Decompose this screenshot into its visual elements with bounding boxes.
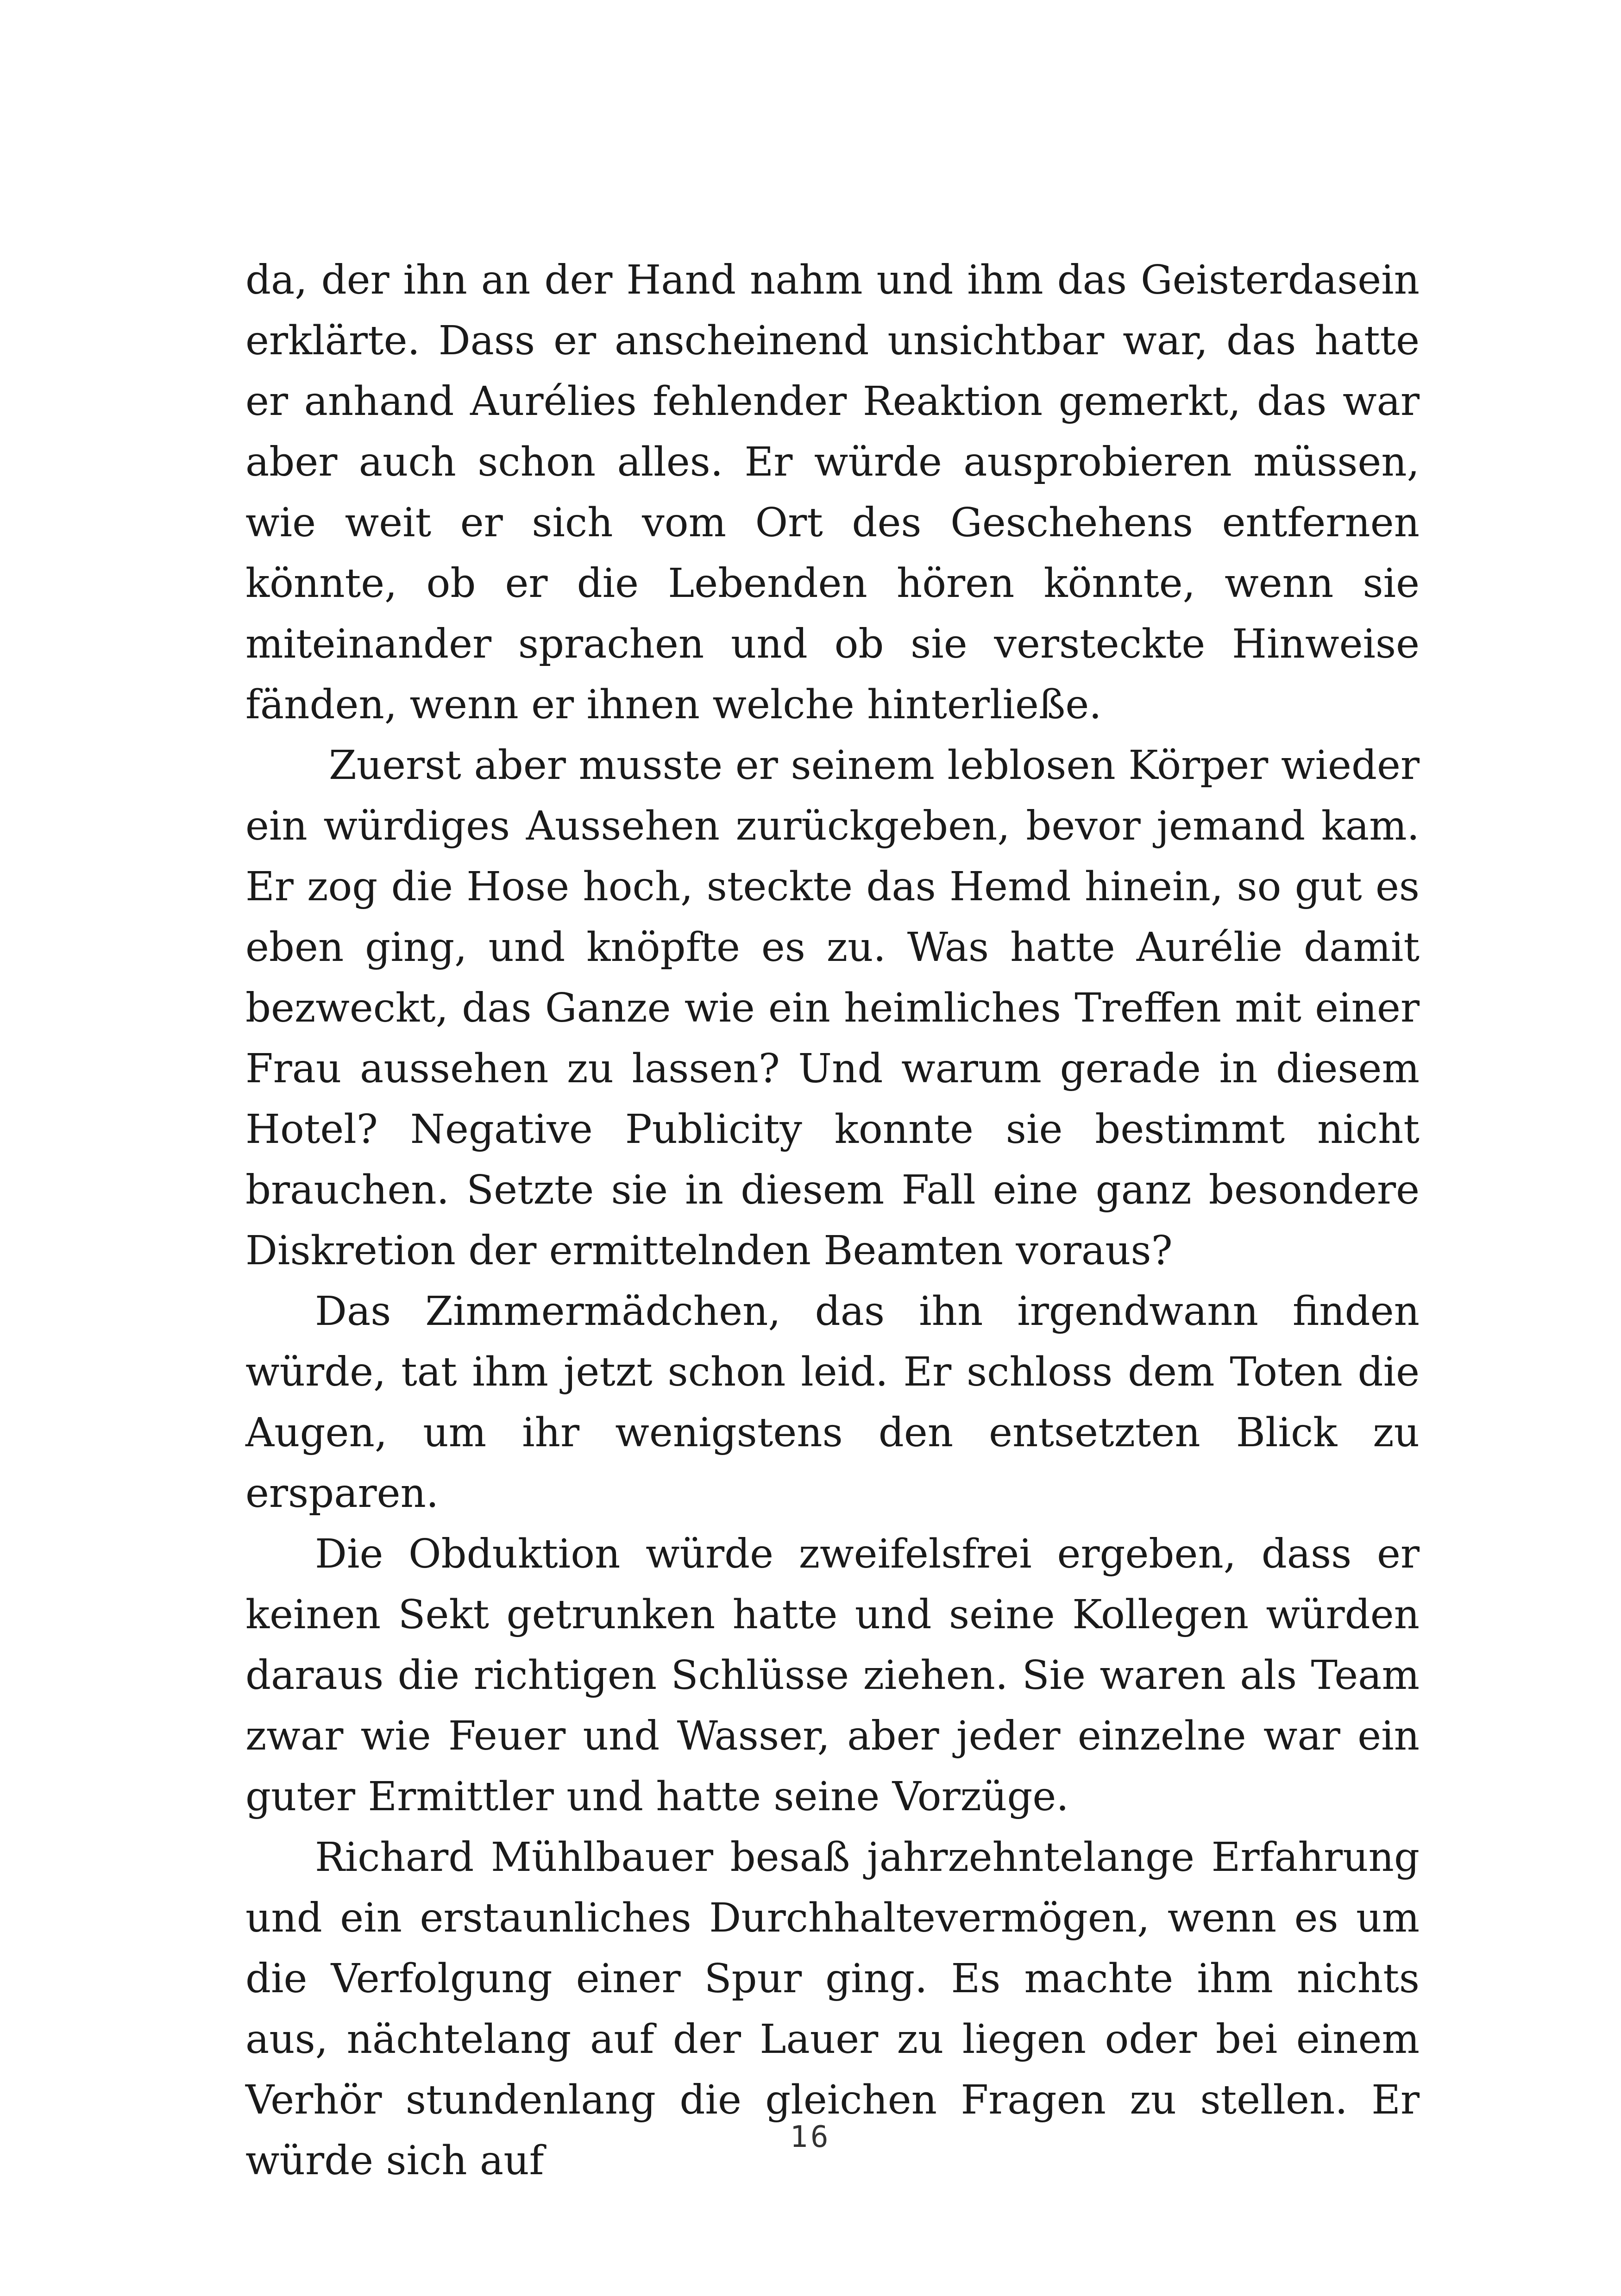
page-number: 16 [790, 2120, 831, 2154]
paragraph-2: Zuerst aber musste er seinem leblosen Körper wieder ein würdiges Aussehen zurückgeben, bevor jemand kam. Er zog die Hose hoch, steckte das Hemd hinein, so gut es eben ging, und knöpfte es zu. Was hatte Aurélie damit bezweckt, das Ganze wie ein heimliches Treffen mit einer Frau aussehen zu lassen? Und warum gerade in diesem Hotel? Negative Publicity konnte sie bestimmt nicht brauchen. Setzte sie in diesem Fall eine ganz besondere Diskretion der ermittelnden Beamten voraus? [245, 742, 1420, 1274]
body-text [245, 250, 1420, 2191]
paragraph-4: Die Obduktion würde zweifelsfrei ergeben, dass er keinen Sekt getrunken hatte und seine Kollegen würden daraus die richtigen Schlüsse ziehen. Sie waren als Team zwar wie Feuer und Wasser, aber jeder einzelne war ein guter Ermittler und hatte seine Vorzüge. [245, 1531, 1420, 1820]
paragraph-5: Richard Mühlbauer besaß jahrzehntelange Erfahrung und ein erstaunliches Durchhaltevermögen, wenn es um die Verfolgung einer Spur ging. Es machte ihm nichts aus, nächtelang auf der Lauer zu liegen oder bei einem Verhör stundenlang die gleichen Fragen zu stellen. Er würde sich auf [245, 1834, 1420, 2184]
paragraph-1: da, der ihn an der Hand nahm und ihm das Geisterdasein erklärte. Dass er anscheinend unsichtbar war, das hatte er anhand Aurélies fehlender Reaktion gemerkt, das war aber auch schon alles. Er würde ausprobieren müssen, wie weit er sich vom Ort des Geschehens entfernen könnte, ob er die Lebenden hören könnte, wenn sie miteinander sprachen und ob sie versteckte Hinweise fänden, wenn er ihnen welche hinterließe. [245, 257, 1420, 728]
paragraph-3: Das Zimmermädchen, das ihn irgendwann finden würde, tat ihm jetzt schon leid. Er schloss dem Toten die Augen, um ihr wenigstens den entsetzten Blick zu ersparen. [245, 1288, 1420, 1517]
